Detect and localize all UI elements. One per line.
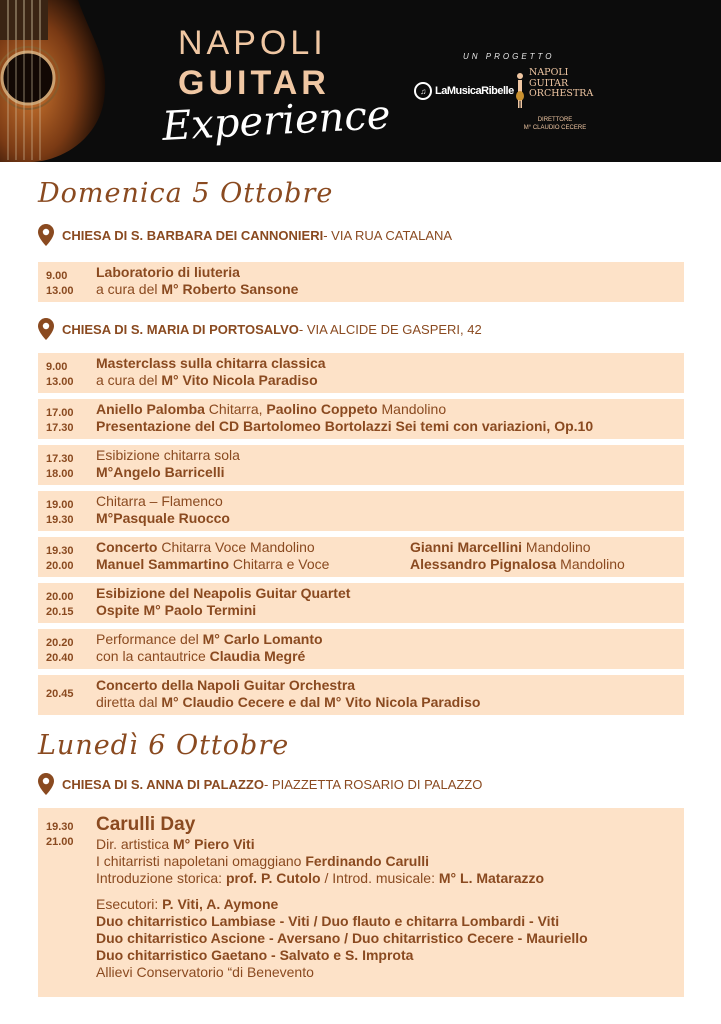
event-performer: Duo chitarristico Ascione - Aversano / Duo chitarristico Cecere - Mauriello [96,930,588,946]
event-performer: M° Claudio Cecere e dal M° Vito Nicola Paradiso [161,694,481,710]
event-performer: Duo chitarristico Lambiase - Viti / Duo flauto e chitarra Lombardi - Viti [96,913,560,929]
event-text: Mandolino [556,556,625,572]
venue-address: - VIA ALCIDE DE GASPERI, 42 [298,321,482,337]
event-desc [96,401,678,435]
event-row [38,491,684,531]
event-end: 17.30 [46,422,74,434]
event-start: 17.30 [46,453,74,465]
guitar-image [0,0,150,162]
event-text: Mandolino [377,401,447,417]
event-start: 20.20 [46,637,74,649]
event-text: Performance del [96,631,203,647]
event-end: 13.00 [46,376,74,388]
event-text: con la cantautrice [96,648,210,664]
event-times [46,820,74,850]
event-performer: Claudia Megré [209,648,306,664]
event-end: 21.00 [46,836,74,848]
event-text: I chitarristi napoletani omaggiano [96,853,306,869]
event-performer: M° Piero Viti [173,836,255,852]
map-pin-icon [38,773,54,795]
ngo-text [529,68,593,100]
event-desc [96,539,329,573]
event-text: Esibizione chitarra sola [96,447,240,463]
event-times [46,269,74,299]
ngo-line3: ORCHESTRA [529,88,594,99]
event-text: a cura del [96,281,162,297]
event-text: Mandolino [522,539,591,555]
event-text: Esecutori: [96,896,163,912]
header-banner [0,0,721,162]
event-times [46,452,74,482]
lamusicaribelle-logo [414,80,514,102]
event-times [46,498,74,528]
event-text: a cura del [96,372,162,388]
event-title: Presentazione del CD Bartolomeo Bortolazzi Sei temi con variazioni, Op.10 [96,418,594,434]
guitarist-figure-icon [515,72,525,108]
event-text: Chitarra, [204,401,267,417]
venue-address: - PIAZZETTA ROSARIO DI PALAZZO [263,776,483,792]
event-performer: M° Vito Nicola Paradiso [161,372,318,388]
event-text: Chitarra – Flamenco [96,493,223,509]
event-end: 13.00 [46,285,74,297]
event-performer: Aniello Palomba [96,401,205,417]
event-desc [96,264,678,298]
project-label: UN PROGETTO [463,52,555,61]
lamusicaribelle-text: LaMusicaRibelle [435,85,514,97]
venue-name: CHIESA DI S. ANNA DI PALAZZO [62,776,264,792]
venue [38,224,452,246]
event-desc-col2 [410,539,625,573]
event-text: Chitarra e Voce [229,556,330,572]
event-desc [96,493,678,527]
title-experience: Experience [160,92,392,150]
event-performer: Ferdinando Carulli [305,853,430,869]
event-row [38,629,684,669]
event-start: 19.30 [46,821,74,833]
event-performer: P. Viti, A. Aymone [162,896,279,912]
event-desc [96,585,678,619]
event-text: Dir. artistica [96,836,174,852]
event-performer: M° Carlo Lomanto [202,631,323,647]
event-performer: Duo chitarristico Gaetano - Salvato e S. Improta [96,947,414,963]
event-times [46,360,74,390]
event-times [46,636,74,666]
event-performer: Alessandro Pignalosa [410,556,557,572]
event-row-carulli [38,808,684,997]
ngo-line1: NAPOLI [529,67,569,78]
ngo-director-label: DIRETTORE [537,117,573,123]
event-text: Chitarra Voce Mandolino [157,539,315,555]
event-start: 20.45 [46,688,74,700]
event-row [38,675,684,715]
event-row [38,399,684,439]
event-text: diretta dal [96,694,162,710]
title-guitar: GUITAR [178,64,330,102]
event-performer: Ospite M° Paolo Termini [96,602,257,618]
ngo-director-name: M° CLAUDIO CECERE [523,125,587,131]
venue-name: CHIESA DI S. MARIA DI PORTOSALVO [62,321,299,337]
venue [38,773,482,795]
event-title: Concerto della Napoli Guitar Orchestra [96,677,356,693]
event-end: 20.00 [46,560,74,572]
event-times [46,687,74,702]
event-text: / Introd. musicale: [320,870,439,886]
day-title: Lunedì 6 Ottobre [38,730,290,761]
event-performer: M°Angelo Barricelli [96,464,225,480]
event-performer: M° Roberto Sansone [161,281,299,297]
event-desc [96,447,678,481]
venue [38,318,482,340]
event-text: Introduzione storica: [96,870,226,886]
venue-name: CHIESA DI S. BARBARA DEI CANNONIERI [62,227,324,243]
event-start: 9.00 [46,270,68,282]
event-end: 19.30 [46,514,74,526]
map-pin-icon [38,224,54,246]
ngo-line2: GUITAR [529,77,569,89]
day-title: Domenica 5 Ottobre [38,178,334,209]
event-end: 20.15 [46,606,74,618]
event-performer: Gianni Marcellini [410,539,523,555]
event-desc [96,631,678,665]
event-performer: Manuel Sammartino [96,556,230,572]
event-start: 20.00 [46,591,74,603]
event-start: 9.00 [46,361,68,373]
event-start: 19.30 [46,545,74,557]
ngo-director [513,116,597,132]
event-performer: M°Pasquale Ruocco [96,510,230,526]
event-times [46,590,74,620]
event-times [46,406,74,436]
event-times [46,544,74,574]
event-performer: Paolino Coppeto [266,401,378,417]
event-row [38,537,684,577]
event-end: 18.00 [46,468,74,480]
map-pin-icon [38,318,54,340]
event-row [38,353,684,393]
event-row [38,445,684,485]
event-title: Carulli Day [96,814,196,835]
event-performer: M° L. Matarazzo [438,870,545,886]
event-title: Laboratorio di liuteria [96,264,240,280]
event-desc [96,814,678,981]
event-title: Concerto [96,539,158,555]
event-performer: prof. P. Cutolo [225,870,321,886]
venue-address: - VIA RUA CATALANA [323,227,453,243]
event-title: Masterclass sulla chitarra classica [96,355,326,371]
event-end: 20.40 [46,652,74,664]
event-start: 19.00 [46,499,74,511]
event-desc [96,355,678,389]
title-napoli: NAPOLI [178,24,327,62]
event-row [38,583,684,623]
event-title: Esibizione del Neapolis Guitar Quartet [96,585,351,601]
event-start: 17.00 [46,407,74,419]
event-desc [96,677,678,711]
event-row [38,262,684,302]
lamusicaribelle-icon: ♫ [414,82,432,100]
event-text: Allievi Conservatorio “di Benevento [96,964,314,980]
